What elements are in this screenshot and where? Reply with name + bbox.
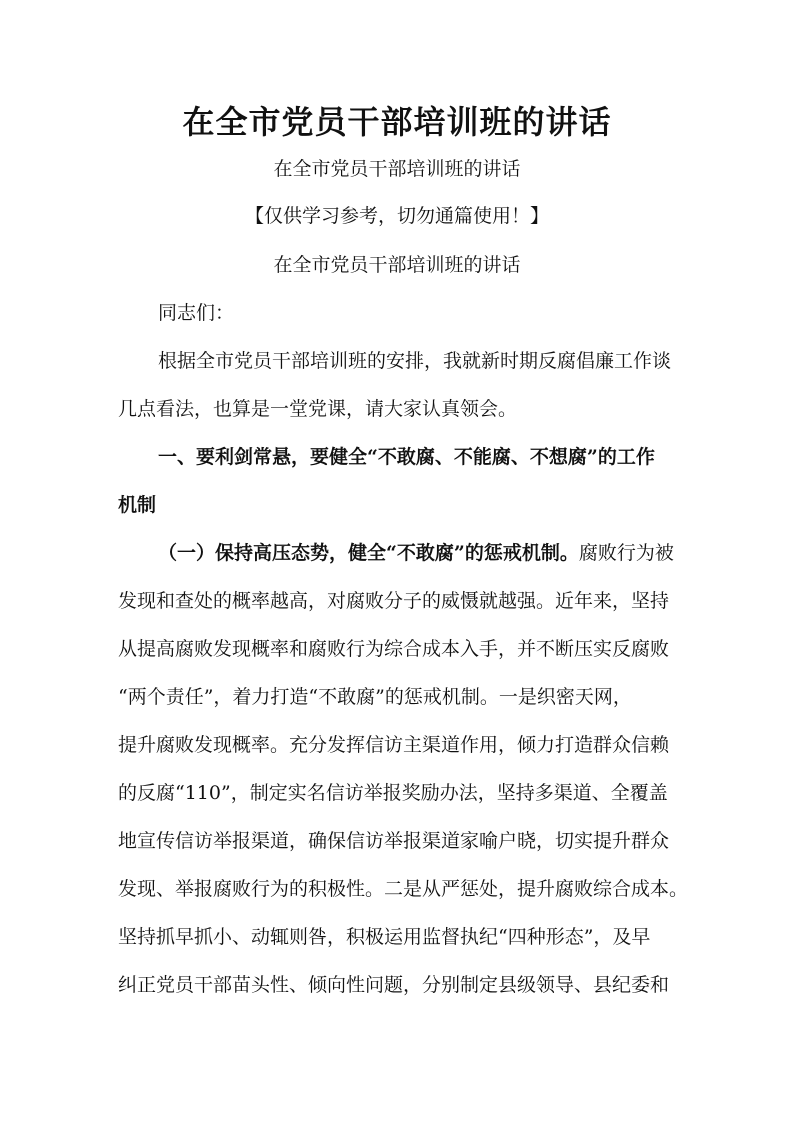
body-line: 坚持抓早抓小、动辄则咎，积极运用监督执纪“四种形态”，及早	[118, 926, 651, 948]
body-line: 的反腐“110”，制定实名信访举报奖励办法，坚持多渠道、全覆盖	[118, 782, 668, 804]
usage-notice: 【仅供学习参考，切勿通篇使用！】	[244, 205, 549, 227]
body-line: “两个责任”，着力打造“不敢腐”的惩戒机制。一是织密天网，	[118, 686, 632, 708]
body-line: 从提高腐败发现概率和腐败行为综合成本入手，并不断压实反腐败	[118, 638, 670, 660]
intro-paragraph-line-2: 几点看法，也算是一堂党课，请大家认真领会。	[118, 398, 518, 420]
section-heading-1-line-1: 一、要利剑常悬，要健全“不敢腐、不能腐、不想腐”的工作	[158, 446, 655, 468]
document-subtitle-repeat: 在全市党员干部培训班的讲话	[273, 254, 521, 276]
body-line: 地宣传信访举报渠道，确保信访举报渠道家喻户晓，切实提升群众	[118, 830, 670, 852]
intro-paragraph-line-1: 根据全市党员干部培训班的安排，我就新时期反腐倡廉工作谈	[158, 350, 672, 372]
document-title: 在全市党员干部培训班的讲话	[182, 103, 612, 141]
subsection-1-first-line	[158, 538, 674, 568]
body-line: 纠正党员干部苗头性、倾向性问题，分别制定县级领导、县纪委和	[118, 974, 670, 996]
salutation: 同志们：	[158, 302, 235, 324]
body-line: 提升腐败发现概率。充分发挥信访主渠道作用，倾力打造群众信赖	[118, 734, 670, 756]
subsection-1-text-start: 腐败行为被	[578, 542, 674, 564]
document-subtitle: 在全市党员干部培训班的讲话	[273, 158, 521, 180]
body-line: 发现和查处的概率越高，对腐败分子的威慑就越强。近年来，坚持	[118, 590, 670, 612]
body-line: 发现、举报腐败行为的积极性。二是从严惩处，提升腐败综合成本。	[118, 878, 689, 900]
subsection-heading-1: （一）保持高压态势，健全“不敢腐”的惩戒机制。	[158, 542, 579, 564]
section-heading-1-line-2: 机制	[118, 494, 157, 516]
